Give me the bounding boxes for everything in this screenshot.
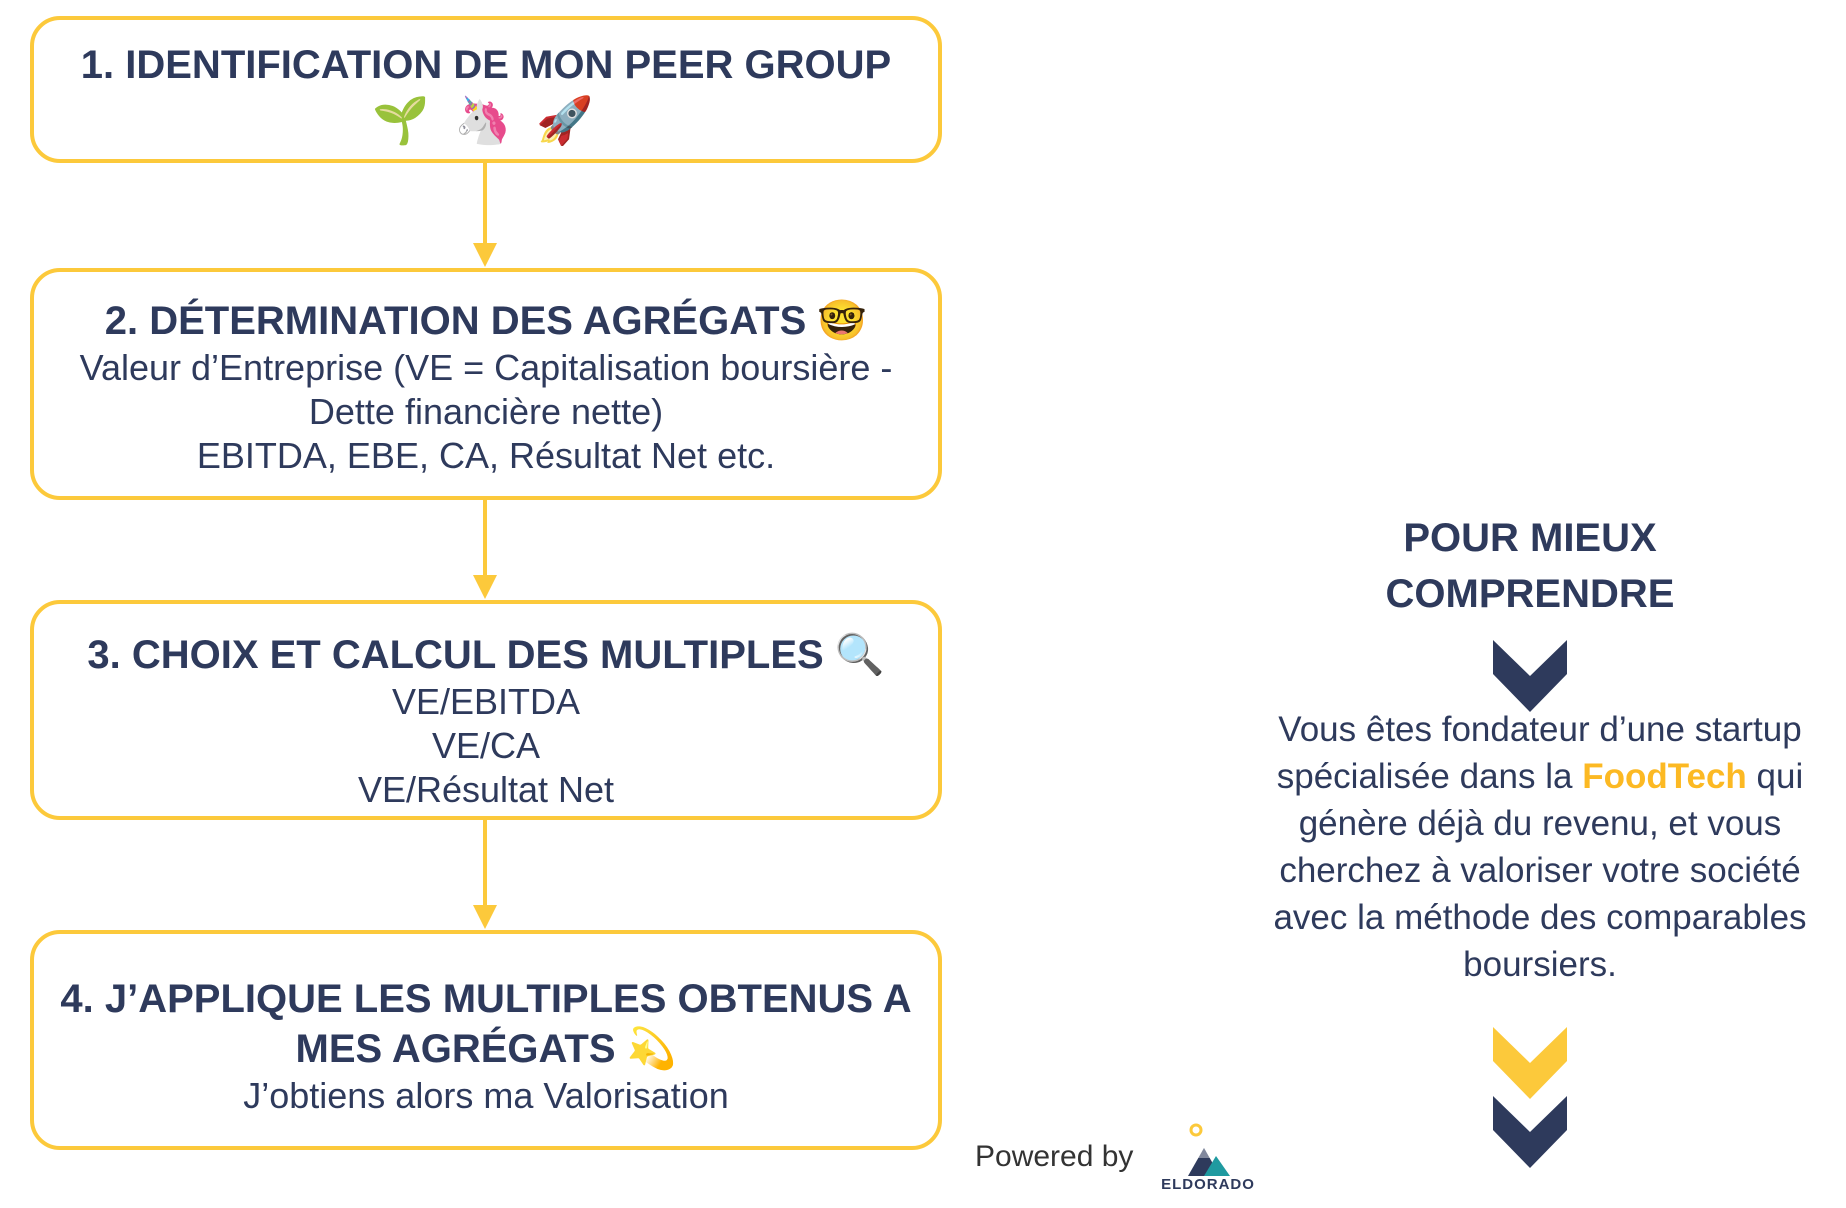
rocket-icon: 🚀 bbox=[536, 93, 600, 147]
step-4-title-line-2 bbox=[34, 1024, 938, 1074]
arrow-2-to-3 bbox=[470, 500, 500, 600]
side-title bbox=[1330, 510, 1730, 622]
step-2-title bbox=[34, 296, 938, 346]
step-3-line-2: VE/CA bbox=[431, 725, 541, 766]
powered-by-label: Powered by bbox=[975, 1140, 1134, 1173]
nerd-face-icon: 🤓 bbox=[817, 298, 868, 344]
arrow-3-to-4 bbox=[470, 820, 500, 930]
step-2-line-1: Valeur d’Entreprise (VE = Capitalisation boursière - bbox=[79, 347, 893, 388]
step-2-box bbox=[30, 268, 942, 500]
step-4-title-line-1: 4. J’APPLIQUE LES MULTIPLES OBTENUS A bbox=[60, 977, 912, 1021]
side-highlight-foodtech: FoodTech bbox=[1582, 757, 1747, 796]
magnifier-icon: 🔍 bbox=[834, 632, 885, 678]
chevron-down-navy-icon bbox=[1493, 1096, 1567, 1168]
seedling-icon: 🌱 bbox=[372, 93, 436, 147]
unicorn-icon: 🦄 bbox=[454, 93, 518, 147]
step-2-title-text: 2. DÉTERMINATION DES AGRÉGATS bbox=[104, 299, 807, 343]
step-2-line-2: Dette financière nette) bbox=[308, 391, 664, 432]
step-3-title-text: 3. CHOIX ET CALCUL DES MULTIPLES bbox=[87, 633, 824, 677]
step-4-title-text: MES AGRÉGATS bbox=[295, 1027, 616, 1071]
step-2-line-3: EBITDA, EBE, CA, Résultat Net etc. bbox=[196, 435, 776, 476]
step-3-line-3: VE/Résultat Net bbox=[357, 769, 615, 810]
side-text-before: Vous êtes fondateur d’une startup spécialisée dans la bbox=[1276, 710, 1802, 796]
step-4-box bbox=[30, 930, 942, 1150]
step-3-title bbox=[34, 630, 938, 680]
side-description bbox=[1260, 706, 1820, 988]
side-text-after: qui génère déjà du revenu, et vous cherchez à valoriser votre société avec la méthode des comparables boursiers. bbox=[1273, 757, 1807, 984]
side-title-line-2: COMPRENDRE bbox=[1385, 572, 1675, 616]
step-4-line-1: J’obtiens alors ma Valorisation bbox=[243, 1075, 729, 1116]
step-1-emojis bbox=[34, 92, 938, 148]
step-1-title: 1. IDENTIFICATION DE MON PEER GROUP bbox=[80, 43, 892, 87]
step-1-box bbox=[30, 16, 942, 163]
eldorado-logo-text: ELDORADO bbox=[1161, 1176, 1255, 1193]
dizzy-star-icon: 💫 bbox=[626, 1026, 677, 1072]
chevron-down-yellow-icon bbox=[1493, 1027, 1567, 1099]
side-title-line-1: POUR MIEUX bbox=[1403, 516, 1657, 560]
step-3-line-1: VE/EBITDA bbox=[391, 681, 581, 722]
chevron-down-icon bbox=[1493, 640, 1567, 712]
arrow-1-to-2 bbox=[470, 163, 500, 268]
step-3-box bbox=[30, 600, 942, 820]
